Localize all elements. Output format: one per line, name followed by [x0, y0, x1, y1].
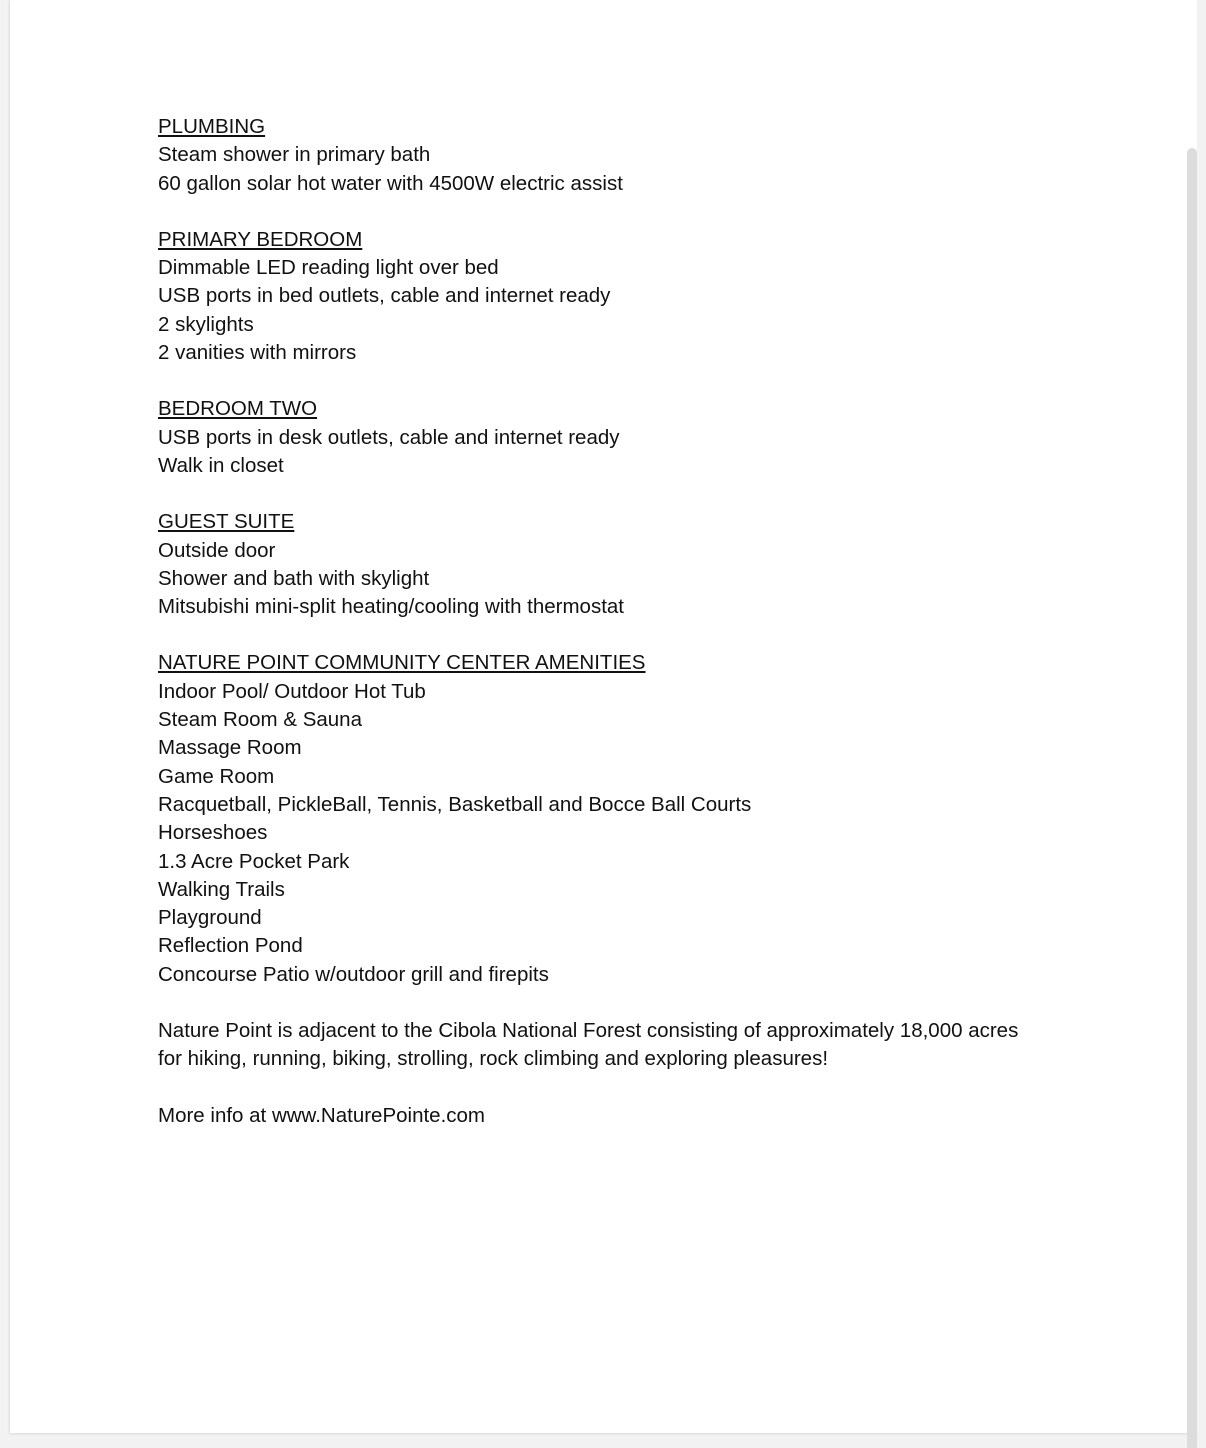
list-item: Concourse Patio w/outdoor grill and firepits [158, 962, 549, 986]
list-item: Shower and bath with skylight [158, 566, 430, 590]
list-item: Outside door [158, 538, 276, 562]
section-guest-suite [158, 508, 1158, 621]
list-item: Massage Room [158, 736, 302, 760]
list-item: Game Room [158, 764, 275, 788]
list-item: Racquetball, PickleBall, Tennis, Basketball and Bocce Ball Courts [158, 792, 752, 816]
section-heading: NATURE POINT COMMUNITY CENTER AMENITIES [158, 651, 646, 675]
list-item: USB ports in desk outlets, cable and internet ready [158, 425, 620, 449]
section-bedroom-two [158, 395, 1158, 480]
section-heading: BEDROOM TWO [158, 397, 318, 421]
document-content [158, 113, 1158, 1158]
more-info [158, 1102, 1158, 1130]
list-item: 60 gallon solar hot water with 4500W electric assist [158, 171, 623, 195]
list-item: 2 vanities with mirrors [158, 341, 357, 365]
section-community-amenities [158, 649, 1158, 989]
section-heading: GUEST SUITE [158, 510, 295, 534]
section-heading: PRIMARY BEDROOM [158, 227, 363, 251]
section-primary-bedroom [158, 226, 1158, 367]
list-item: Walking Trails [158, 877, 285, 901]
list-item: Walk in closet [158, 453, 284, 477]
list-item: Steam Room & Sauna [158, 708, 362, 732]
list-item: Indoor Pool/ Outdoor Hot Tub [158, 679, 426, 703]
section-heading: PLUMBING [158, 115, 266, 138]
list-item: 2 skylights [158, 312, 254, 336]
list-item: Mitsubishi mini-split heating/cooling with thermostat [158, 595, 625, 619]
document-page [10, 0, 1197, 1433]
paragraph-line: for hiking, running, biking, strolling, rock climbing and exploring pleasures! [158, 1047, 829, 1071]
list-item: Horseshoes [158, 821, 268, 845]
list-item: USB ports in bed outlets, cable and internet ready [158, 284, 611, 308]
paragraph-line: Nature Point is adjacent to the Cibola National Forest consisting of approximately 18,000 acres [158, 1019, 1019, 1043]
list-item: Playground [158, 906, 262, 930]
list-item: Reflection Pond [158, 934, 303, 958]
list-item: Steam shower in primary bath [158, 143, 431, 167]
more-info-text: More info at www.NaturePointe.com [158, 1103, 485, 1127]
forest-paragraph [158, 1017, 1158, 1074]
list-item: Dimmable LED reading light over bed [158, 256, 499, 280]
list-item: 1.3 Acre Pocket Park [158, 849, 350, 873]
scrollbar-thumb[interactable] [1187, 148, 1197, 1448]
scrollbar-track[interactable] [1197, 0, 1206, 1433]
section-plumbing [158, 113, 1158, 198]
